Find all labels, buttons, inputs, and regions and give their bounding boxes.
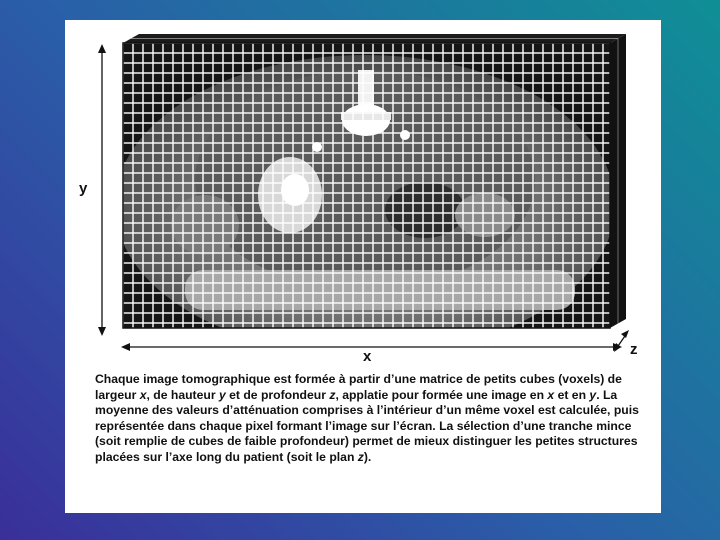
caption-text: et en	[554, 387, 590, 402]
x-axis-label: x	[363, 348, 372, 365]
caption-text: , applatie pour formée une image en	[335, 387, 548, 402]
caption-variable: z	[329, 387, 336, 402]
ct-image	[115, 43, 615, 355]
figure-caption	[95, 372, 643, 466]
slide-card	[65, 20, 661, 513]
caption-variable: x	[139, 387, 147, 402]
caption-text: . La moyenne des valeurs d’atténuation comprises à l’intérieur d’un même voxel est calculée, puis représentée dans chaque pixel formant l’image sur l’écran. La sélection d’une tranche mince (soit remplie de cubes de faible profondeur) permet de mieux distinguer les petites structures placées sur l’axe long du patient (soit le plan	[95, 387, 639, 464]
caption-variable: x	[547, 387, 555, 402]
caption-variable: y	[218, 387, 226, 402]
caption-variable: z	[357, 449, 364, 464]
voxel-figure	[65, 20, 661, 365]
caption-variable: y	[589, 387, 597, 402]
caption-text: ).	[363, 449, 372, 464]
x-axis-arrow	[121, 343, 622, 351]
caption-text: , de hauteur	[146, 387, 219, 402]
z-axis-label: z	[630, 341, 638, 358]
caption-text: Chaque image tomographique est formée à partir d’une matrice de petits cubes (voxels) de largeur	[95, 372, 622, 402]
y-axis-arrow	[98, 44, 106, 336]
y-axis-label: y	[79, 180, 88, 197]
z-axis-arrow	[614, 330, 629, 352]
caption-text: et de profondeur	[225, 387, 330, 402]
